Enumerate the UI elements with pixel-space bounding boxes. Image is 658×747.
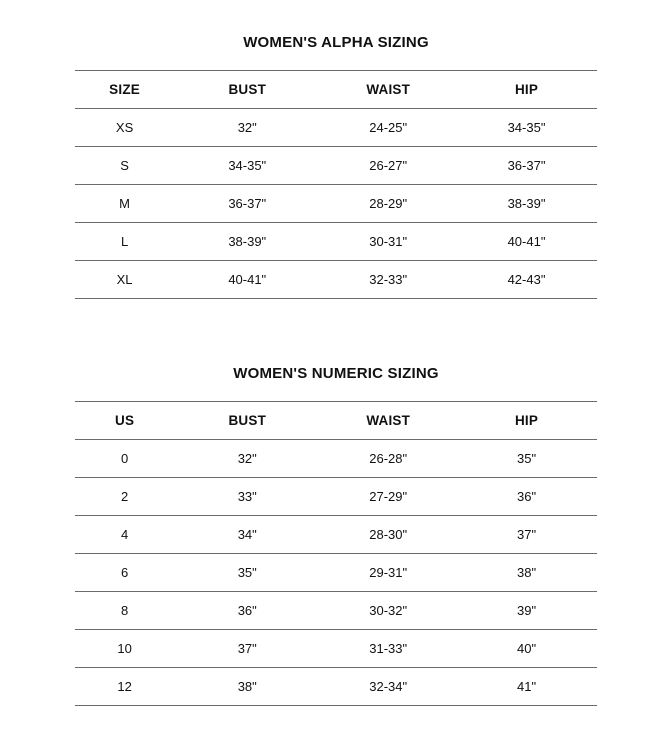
table-row: [75, 516, 597, 554]
table-row: [75, 185, 597, 223]
waist-cell: 31-33": [369, 641, 408, 656]
header-row: [75, 71, 597, 109]
size-cell: M: [119, 196, 130, 211]
numeric-sizing-section: [75, 299, 597, 706]
us-size-cell: 2: [120, 489, 129, 504]
alpha-sizing-title: WOMEN'S ALPHA SIZING: [243, 34, 429, 51]
table-row: [75, 109, 597, 147]
hip-cell: 42-43": [507, 272, 546, 287]
size-cell: XL: [116, 272, 133, 287]
us-size-cell: 0: [120, 451, 129, 466]
hip-cell: 41": [516, 679, 537, 694]
us-size-cell: 6: [120, 565, 129, 580]
us-size-cell: 10: [117, 641, 132, 656]
table-row: [75, 478, 597, 516]
hip-cell: 37": [516, 527, 537, 542]
bust-cell: 38": [237, 679, 257, 694]
table-row: [75, 554, 597, 592]
hip-cell: 40": [516, 641, 537, 656]
bust-cell: 38-39": [228, 234, 267, 249]
bust-cell: 37": [237, 641, 257, 656]
column-header: BUST: [228, 413, 267, 428]
bust-cell: 36": [237, 603, 257, 618]
column-header: US: [115, 413, 135, 428]
numeric-sizing-table: [75, 401, 597, 706]
hip-cell: 34-35": [507, 120, 546, 135]
column-header: BUST: [228, 82, 267, 97]
bust-cell: 34-35": [228, 158, 267, 173]
bust-cell: 32": [237, 451, 257, 466]
table-row: [75, 630, 597, 668]
column-header: HIP: [514, 82, 539, 97]
hip-cell: 40-41": [507, 234, 546, 249]
waist-cell: 32-33": [369, 272, 408, 287]
bust-cell: 32": [237, 120, 257, 135]
waist-cell: 26-28": [369, 451, 408, 466]
hip-cell: 36": [516, 489, 537, 504]
column-header: WAIST: [366, 82, 411, 97]
table-row: [75, 147, 597, 185]
header-row: [75, 402, 597, 440]
bust-cell: 34": [237, 527, 257, 542]
bust-cell: 33": [237, 489, 257, 504]
waist-cell: 30-31": [369, 234, 408, 249]
column-header: WAIST: [366, 413, 411, 428]
waist-cell: 29-31": [369, 565, 408, 580]
hip-cell: 36-37": [507, 158, 546, 173]
numeric-table-body: [75, 440, 597, 706]
bust-cell: 40-41": [228, 272, 267, 287]
bust-cell: 36-37": [228, 196, 267, 211]
us-size-cell: 12: [117, 679, 132, 694]
bust-cell: 35": [237, 565, 257, 580]
size-cell: L: [120, 234, 129, 249]
numeric-sizing-title: WOMEN'S NUMERIC SIZING: [233, 365, 439, 382]
waist-cell: 27-29": [369, 489, 408, 504]
table-row: [75, 592, 597, 630]
hip-cell: 38": [516, 565, 537, 580]
alpha-sizing-section: [75, 0, 597, 299]
waist-cell: 28-29": [369, 196, 408, 211]
hip-cell: 39": [516, 603, 537, 618]
hip-cell: 38-39": [507, 196, 546, 211]
alpha-table-head: [75, 71, 597, 109]
waist-cell: 26-27": [369, 158, 408, 173]
us-size-cell: 4: [120, 527, 129, 542]
table-row: [75, 440, 597, 478]
alpha-table-body: [75, 109, 597, 299]
size-cell: S: [120, 158, 129, 173]
table-row: [75, 261, 597, 299]
alpha-sizing-table: [75, 70, 597, 299]
column-header: SIZE: [109, 82, 140, 97]
table-row: [75, 223, 597, 261]
table-row: [75, 668, 597, 706]
waist-cell: 24-25": [369, 120, 408, 135]
us-size-cell: 8: [120, 603, 129, 618]
waist-cell: 30-32": [369, 603, 408, 618]
numeric-table-head: [75, 402, 597, 440]
column-header: HIP: [514, 413, 539, 428]
waist-cell: 28-30": [369, 527, 408, 542]
waist-cell: 32-34": [369, 679, 408, 694]
hip-cell: 35": [516, 451, 537, 466]
size-cell: XS: [115, 120, 134, 135]
